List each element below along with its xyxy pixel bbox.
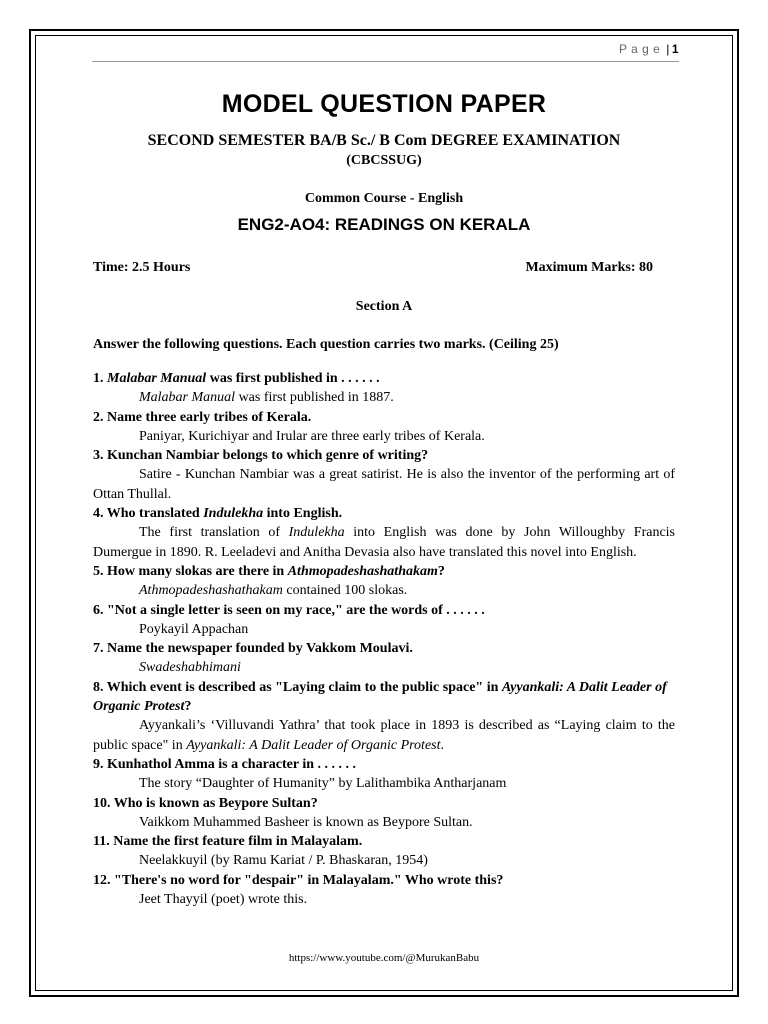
answer-text-segment: Malabar Manual <box>139 390 236 406</box>
section-heading: Section A <box>355 299 413 314</box>
answer-text-segment: into English was done by John Willoughby Francis Dumergue in 1890. R. Leeladevi and Anitha Devasia also have translated this novel into English. <box>93 525 676 560</box>
answer-text-segment: Ayyankali’s ‘Villuvandi Yathra’ that took place in 1893 is described as “Laying claim to the public space" in <box>93 718 675 753</box>
question-text-segment: How many slokas are there in <box>107 563 288 579</box>
question-number: 11. <box>93 834 110 850</box>
answer <box>93 523 675 562</box>
scheme-code: (CBCSSUG) <box>346 153 422 168</box>
answer-text-segment: Paniyar, Kurichiyar and Irular are three early tribes of Kerala. <box>139 428 485 444</box>
answer-text-segment: Athmopadeshashathakam <box>139 583 283 599</box>
answer <box>93 890 675 909</box>
header-rule <box>92 61 679 62</box>
question-text-segment: Malabar Manual <box>107 371 207 386</box>
answer-text-segment: was first published in 1887. <box>235 390 394 406</box>
question-text-segment: Who translated <box>106 506 204 522</box>
answer <box>93 388 675 407</box>
answer-text-segment: Swadeshabhimani <box>139 660 241 676</box>
question-text-segment: was first published in . . . . . . <box>206 371 380 386</box>
question-number: 4. <box>93 506 104 522</box>
question-number: 3. <box>93 448 104 464</box>
answer <box>93 427 675 446</box>
answer <box>93 851 675 870</box>
answer <box>93 658 675 677</box>
answer <box>93 774 675 793</box>
question <box>93 504 675 523</box>
page-separator: | <box>666 42 670 56</box>
question-number: 10. <box>93 795 111 811</box>
question-text-segment: Which event is described as "Laying claim to the public space" in <box>106 679 502 695</box>
question-text-segment: into English. <box>263 506 343 522</box>
course-title: ENG2-AO4: READINGS ON KERALA <box>237 215 531 234</box>
question <box>93 794 675 813</box>
question-text-segment: Kunhathol Amma is a character in . . . . . . <box>107 756 357 772</box>
question-text-segment: Who is known as Beypore Sultan? <box>113 795 318 811</box>
question-number: 5. <box>93 563 104 579</box>
question-text-segment: Indulekha <box>203 506 264 522</box>
question-text-segment: Name three early tribes of Kerala. <box>107 409 312 425</box>
answer <box>93 465 675 504</box>
question-text-segment: "There's no word for "despair" in Malayalam." Who wrote this? <box>114 872 504 888</box>
time-allowed: Time: 2.5 Hours <box>93 260 191 275</box>
question-number: 1. <box>93 371 104 386</box>
document-body <box>93 90 675 909</box>
answer <box>93 581 675 600</box>
question <box>93 446 675 465</box>
question <box>93 408 675 427</box>
question <box>93 871 675 890</box>
page-header <box>92 42 679 56</box>
question-text-segment: Kunchan Nambiar belongs to which genre of writing? <box>107 448 429 464</box>
answer-text-segment: The first translation of <box>139 525 289 541</box>
page-word: P a g e <box>619 42 661 56</box>
answer-text-segment: Indulekha <box>288 525 345 541</box>
question-list <box>93 369 675 909</box>
answer-text-segment: . <box>440 737 444 753</box>
question-number: 7. <box>93 641 104 657</box>
question <box>93 369 675 388</box>
answer-text-segment: Ayyankali: A Dalit Leader of Organic Protest <box>186 737 441 753</box>
question <box>93 639 675 658</box>
answer-text-segment: Vaikkom Muhammed Basheer is known as Beypore Sultan. <box>139 814 473 830</box>
answer <box>93 716 675 755</box>
footer-url: https://www.youtube.com/@MurukanBabu <box>288 952 480 964</box>
question-number: 12. <box>93 872 111 888</box>
answer-text-segment: The story “Daughter of Humanity” by Lalithambika Antharjanam <box>139 776 507 792</box>
maximum-marks: Maximum Marks: 80 <box>525 260 653 275</box>
exam-subtitle: SECOND SEMESTER BA/B Sc./ B Com DEGREE EXAMINATION <box>147 132 621 149</box>
document-title: MODEL QUESTION PAPER <box>221 90 547 118</box>
question-number: 2. <box>93 409 104 425</box>
answer-text-segment: Satire - Kunchan Nambiar was a great satirist. He is also the inventor of the performing art of Ottan Thullal. <box>93 467 675 502</box>
question <box>93 601 675 620</box>
answer-text-segment: contained 100 slokas. <box>282 583 408 599</box>
exam-meta <box>93 260 675 276</box>
question-text-segment: Name the first feature film in Malayalam. <box>113 834 363 850</box>
question-text-segment: Name the newspaper founded by Vakkom Moulavi. <box>107 641 413 657</box>
question-number: 8. <box>93 679 104 695</box>
question-text-segment: Ayyankali: A Dalit Leader of Organic Protest <box>93 679 667 715</box>
answer-text-segment: Poykayil Appachan <box>139 621 249 637</box>
question-number: 9. <box>93 756 104 772</box>
question-text-segment: ? <box>437 563 445 579</box>
question <box>93 755 675 774</box>
instructions: Answer the following questions. Each question carries two marks. (Ceiling 25) <box>93 337 559 352</box>
answer-text-segment: Jeet Thayyil (poet) wrote this. <box>139 892 308 908</box>
answer <box>93 813 675 832</box>
page-number: 1 <box>671 42 679 56</box>
question-number: 6. <box>93 602 104 618</box>
answer-text-segment: Neelakkuyil (by Ramu Kariat / P. Bhaskaran, 1954) <box>139 853 428 869</box>
question <box>93 832 675 851</box>
question-text-segment: ? <box>184 699 192 715</box>
question <box>93 678 675 717</box>
question-text-segment: "Not a single letter is seen on my race," are the words of . . . . . . <box>107 602 485 618</box>
common-course: Common Course - English <box>304 191 464 206</box>
question <box>93 562 675 581</box>
question-text-segment: Athmopadeshashathakam <box>287 563 438 579</box>
answer <box>93 620 675 639</box>
